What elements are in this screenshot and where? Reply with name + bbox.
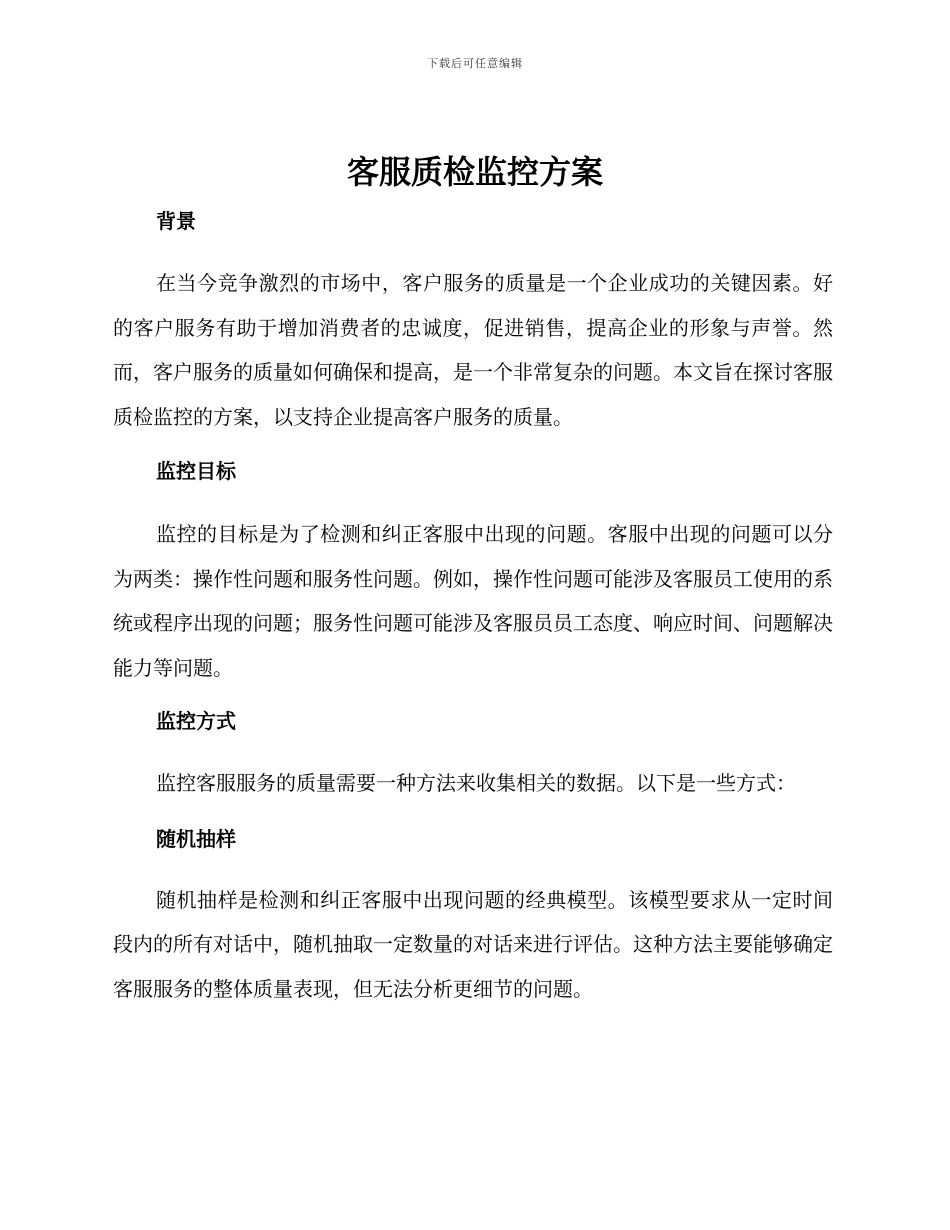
section-heading-random-sampling: 随机抽样 bbox=[156, 826, 236, 851]
section-paragraph-monitoring-goal: 监控的目标是为了检测和纠正客服中出现的问题。客服中出现的问题可以分为两类：操作性问题和服务性问题。例如，操作性问题可能涉及客服员工使用的系统或程序出现的问题；服务性问题可能涉及客服员员工态度、响应时间、问题解决能力等问题。 bbox=[113, 522, 833, 680]
section-paragraph-random-sampling: 随机抽样是检测和纠正客服中出现问题的经典模型。该模型要求从一定时间段内的所有对话中，随机抽取一定数量的对话来进行评估。这种方法主要能够确定客服服务的整体质量表现，但无法分析更细节的问题。 bbox=[113, 887, 833, 1001]
section-paragraph-monitoring-method: 监控客服服务的质量需要一种方法来收集相关的数据。以下是一些方式： bbox=[156, 771, 796, 795]
header-note: 下载后可任意编辑 bbox=[427, 57, 523, 70]
section-heading-monitoring-method: 监控方式 bbox=[156, 709, 236, 733]
document-body bbox=[113, 205, 833, 1011]
section-heading-background: 背景 bbox=[156, 209, 196, 233]
document-title: 客服质检监控方案 bbox=[346, 153, 603, 191]
section-paragraph-background: 在当今竞争激烈的市场中，客户服务的质量是一个企业成功的关键因素。好的客户服务有助于增加消费者的忠诚度，促进销售，提高企业的形象与声誉。然而，客户服务的质量如何确保和提高，是一个非常复杂的问题。本文旨在探讨客服质检监控的方案，以支持企业提高客户服务的质量。 bbox=[113, 271, 833, 429]
section-heading-monitoring-goal: 监控目标 bbox=[156, 459, 236, 483]
